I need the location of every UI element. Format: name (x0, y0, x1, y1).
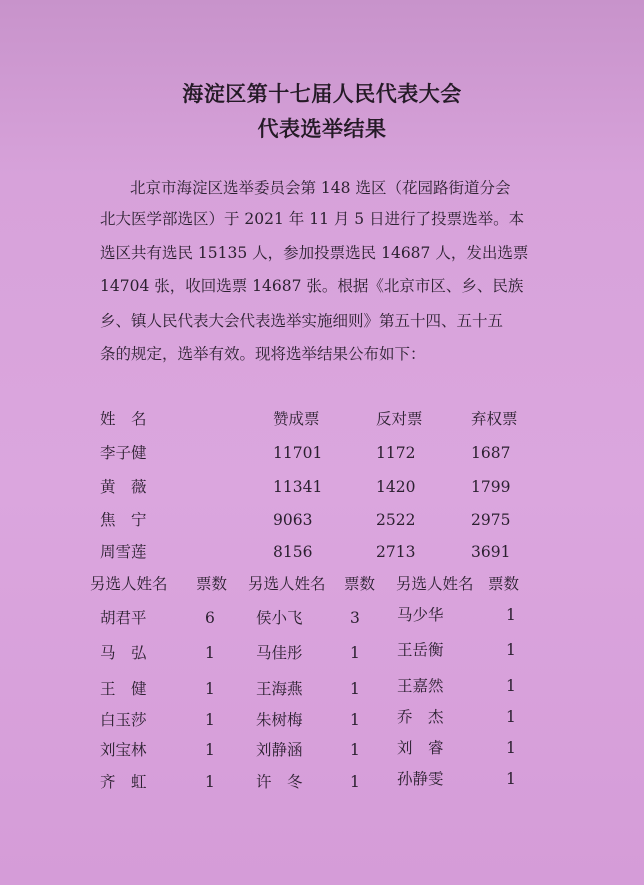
write-in-name: 马少华 (397, 606, 444, 624)
write-in-votes: 1 (350, 711, 360, 729)
write-in-header-votes: 票数 (344, 575, 376, 593)
votes-abstain: 3691 (471, 543, 511, 561)
write-in-name: 许 冬 (256, 773, 303, 791)
write-in-name: 刘 睿 (397, 739, 444, 757)
document-title: 海淀区第十七届人民代表大会 (182, 81, 462, 106)
write-in-votes: 1 (350, 773, 360, 791)
write-in-name: 马佳彤 (256, 644, 303, 662)
votes-abstain: 1687 (471, 444, 511, 462)
votes-against: 2713 (376, 543, 416, 561)
write-in-votes: 1 (205, 773, 215, 791)
header-abstain: 弃权票 (471, 410, 518, 428)
write-in-name: 王岳衡 (397, 641, 444, 659)
write-in-name: 孙静雯 (397, 770, 444, 788)
write-in-name: 王嘉然 (397, 677, 444, 695)
write-in-header-name: 另选人姓名 (248, 575, 326, 593)
write-in-votes: 1 (350, 680, 360, 698)
paragraph-line: 北京市海淀区选举委员会第 148 选区（花园路街道分会 (130, 179, 511, 197)
candidate-name: 李子健 (100, 444, 147, 462)
paragraph-line: 乡、镇人民代表大会代表选举实施细则》第五十四、五十五 (100, 312, 504, 330)
write-in-votes: 1 (205, 644, 215, 662)
write-in-name: 齐 虹 (100, 773, 147, 791)
paragraph-line: 北大医学部选区）于 2021 年 11 月 5 日进行了投票选举。本 (100, 210, 525, 228)
write-in-name: 刘宝林 (100, 741, 147, 759)
votes-against: 1172 (376, 444, 416, 462)
paragraph-line: 14704 张，收回选票 14687 张。根据《北京市区、乡、民族 (100, 277, 524, 295)
write-in-name: 马 弘 (100, 644, 147, 662)
write-in-votes: 1 (506, 606, 516, 624)
write-in-name: 朱树梅 (256, 711, 303, 729)
candidate-name: 周雪莲 (100, 543, 147, 561)
votes-for: 11701 (273, 444, 323, 462)
candidate-name: 黄 薇 (100, 478, 147, 496)
votes-abstain: 1799 (471, 478, 511, 496)
write-in-name: 乔 杰 (397, 708, 444, 726)
write-in-votes: 1 (506, 770, 516, 788)
write-in-name: 刘静涵 (256, 741, 303, 759)
write-in-votes: 1 (350, 644, 360, 662)
write-in-votes: 1 (506, 708, 516, 726)
write-in-name: 王 健 (100, 680, 147, 698)
paragraph-line: 条的规定，选举有效。现将选举结果公布如下： (100, 345, 426, 363)
write-in-name: 胡君平 (100, 609, 147, 627)
votes-against: 1420 (376, 478, 416, 496)
candidate-name: 焦 宁 (100, 511, 147, 529)
write-in-votes: 1 (350, 741, 360, 759)
write-in-votes: 1 (205, 741, 215, 759)
votes-for: 11341 (273, 478, 323, 496)
header-against: 反对票 (376, 410, 423, 428)
write-in-votes: 1 (506, 739, 516, 757)
header-for: 赞成票 (273, 410, 320, 428)
write-in-header-name: 另选人姓名 (90, 575, 168, 593)
header-name: 姓 名 (100, 410, 147, 428)
votes-for: 8156 (273, 543, 313, 561)
write-in-votes: 6 (205, 609, 215, 627)
write-in-name: 侯小飞 (256, 609, 303, 627)
document-subtitle: 代表选举结果 (257, 116, 387, 141)
write-in-votes: 1 (506, 641, 516, 659)
write-in-header-name: 另选人姓名 (396, 575, 474, 593)
write-in-votes: 3 (350, 609, 360, 627)
write-in-votes: 1 (205, 680, 215, 698)
write-in-votes: 1 (506, 677, 516, 695)
write-in-header-votes: 票数 (488, 575, 520, 593)
write-in-name: 王海燕 (256, 680, 303, 698)
votes-against: 2522 (376, 511, 416, 529)
write-in-header-votes: 票数 (196, 575, 228, 593)
votes-abstain: 2975 (471, 511, 511, 529)
write-in-votes: 1 (205, 711, 215, 729)
paragraph-line: 选区共有选民 15135 人，参加投票选民 14687 人，发出选票 (100, 244, 529, 262)
votes-for: 9063 (273, 511, 313, 529)
write-in-name: 白玉莎 (100, 711, 147, 729)
